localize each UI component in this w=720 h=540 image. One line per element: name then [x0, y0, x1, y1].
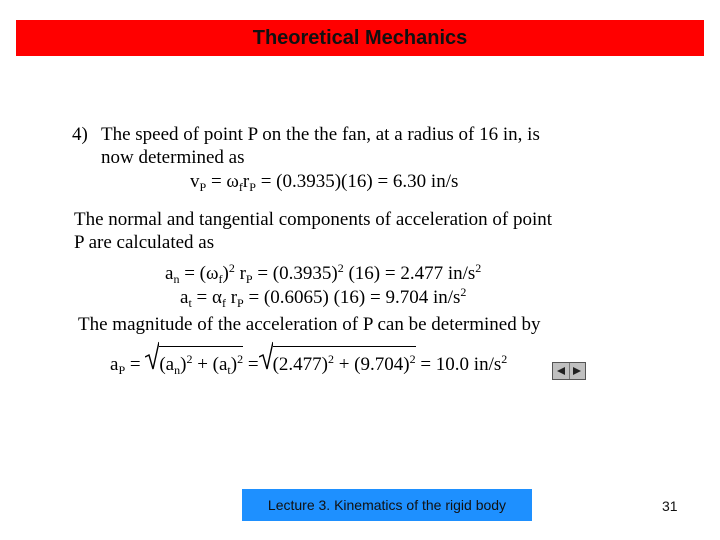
- paragraph-2-line-2: P are calculated as: [74, 232, 215, 253]
- triangle-left-icon: [556, 366, 566, 376]
- equation-tangential-acceleration: $a_t = \alpha_f$ $r_P = (0.6065) (16) = 9.704$ $in/s^2$: [180, 285, 467, 310]
- step-number: 4): [72, 124, 88, 145]
- equation-speed: $v_P = \omega_fr_P = (0.3935)(16) = 6.30$ in/s: [190, 171, 459, 194]
- radical-sign-icon: [259, 340, 273, 370]
- slide-navigation: [552, 362, 586, 380]
- paragraph-1-line-2: now determined as: [101, 147, 245, 168]
- page-title: Theoretical Mechanics: [252, 26, 468, 49]
- paragraph-1-line-1: The speed of point P on the the fan, at a radius of 16 in, is: [101, 124, 540, 145]
- equation-magnitude-term-1: (2.477): [272, 354, 328, 375]
- triangle-right-icon: [572, 366, 582, 376]
- next-slide-button[interactable]: [570, 363, 586, 379]
- equation-magnitude: $a_P$ = $(a_n)^2 + (a_t)^2$ = $(2.477)^2 + (9.704)^2 = 10.0$ $in/s^2$: [110, 346, 507, 381]
- lecture-footer: [242, 489, 532, 521]
- lecture-title: Lecture 3. Kinematics of the rigid body: [267, 497, 507, 513]
- page-number: 31: [662, 498, 678, 514]
- equation-tangential-acceleration-rhs: = (0.6065) (16) = 9.704 in/s: [243, 287, 461, 308]
- paragraph-2-line-1: The normal and tangential components of acceleration of point: [74, 209, 552, 230]
- paragraph-3: The magnitude of the acceleration of P can be determined by: [78, 314, 541, 335]
- equation-normal-acceleration-tail: (16) = 2.477 in/s: [343, 263, 476, 284]
- equation-magnitude-result: = 10.0 in/s: [415, 354, 502, 375]
- equation-magnitude-term-2: + (9.704): [333, 354, 410, 375]
- radical-sign-icon: [145, 340, 159, 370]
- equation-speed-rhs: = (0.3935)(16) = 6.30 in/s: [255, 171, 459, 192]
- square-root-numeric: $(2.477)^2 + (9.704)^2$: [259, 346, 416, 376]
- equation-normal-acceleration-rhs: = (0.3935): [252, 263, 338, 284]
- title-bar: [16, 20, 704, 56]
- equation-normal-acceleration: $a_n = (\omega_f)^2$ $r_P = (0.3935)^2$ (16) = 2.477 $in/s^2$: [165, 261, 482, 286]
- previous-slide-button[interactable]: [553, 363, 570, 379]
- square-root-symbolic: $(a_n)^2 + (a_t)^2$: [145, 346, 243, 381]
